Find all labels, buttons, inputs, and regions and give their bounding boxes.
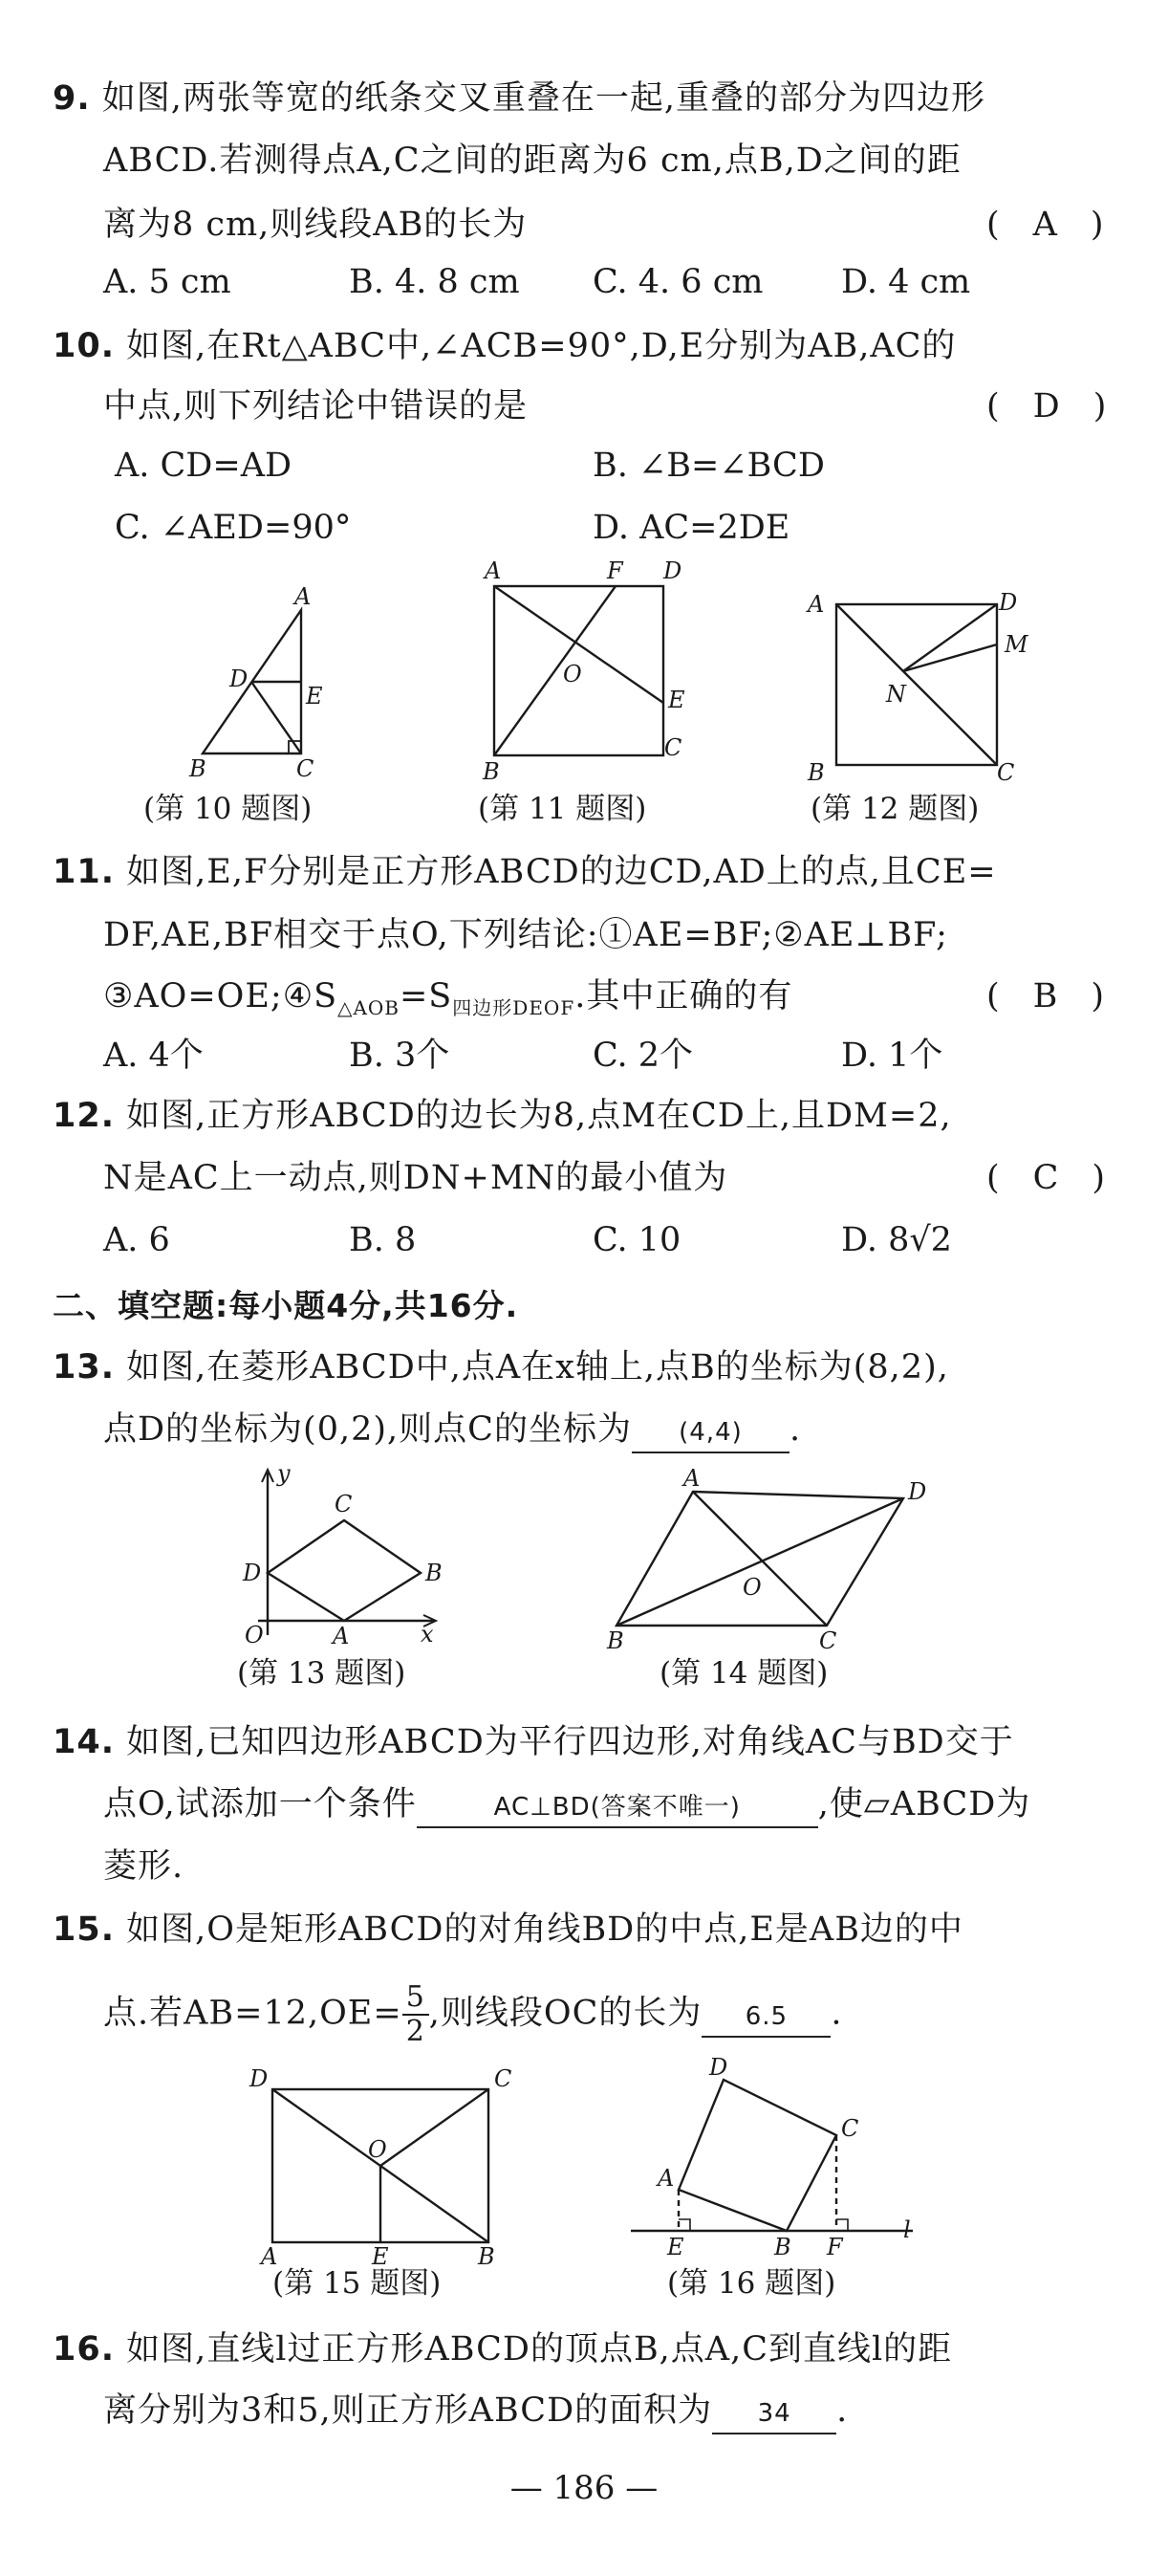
q13-text1: 如图,在菱形ABCD中,点A在x轴上,点B的坐标为(8,2), — [126, 1348, 949, 1386]
fig15-label-c: C — [494, 2065, 512, 2092]
q15-frac-num: 5 — [402, 1981, 429, 2016]
fig13-label-o: O — [245, 1622, 264, 1648]
q16-number: 16. — [53, 2330, 116, 2369]
section-2-heading: 二、填空题:每小题4分,共16分. — [53, 1287, 519, 1324]
fig14-label-c: C — [819, 1627, 837, 1654]
q10-number: 10. — [53, 327, 116, 365]
q16-text2a: 离分别为3和5,则正方形ABCD的面积为 — [103, 2391, 713, 2430]
fig13-caption: (第 13 题图) — [237, 1656, 406, 1691]
fig12-label-c: C — [997, 759, 1015, 786]
fig11-label-e: E — [668, 687, 685, 713]
q12-answer: ( C ) — [986, 1159, 1106, 1197]
q15-text2b: ,则线段OC的长为 — [428, 1994, 703, 2033]
fig15-label-d: D — [249, 2065, 269, 2092]
q12-number: 12. — [53, 1097, 116, 1135]
q12-line1 — [53, 1092, 952, 1140]
fig10-label-b: B — [189, 755, 206, 782]
q11-option-b: B. 3个 — [349, 1037, 450, 1075]
figure-14-parallelogram — [597, 1465, 941, 1654]
fig14-label-o: O — [743, 1574, 762, 1601]
fig11-label-b: B — [483, 758, 500, 785]
q14-line1 — [53, 1718, 1014, 1766]
q9-line3: 离为8 cm,则线段AB的长为 — [103, 206, 528, 244]
q9-option-d: D. 4 cm — [841, 263, 971, 301]
q13-number: 13. — [53, 1348, 116, 1386]
q12-option-d: D. 8√2 — [841, 1221, 952, 1259]
fig10-label-c: C — [296, 755, 314, 782]
q13-text2b: . — [789, 1410, 802, 1449]
q9-option-b: B. 4. 8 cm — [349, 263, 520, 301]
q10-line2: 中点,则下列结论中错误的是 — [103, 387, 529, 426]
q10-option-a: A. CD=AD — [115, 447, 292, 485]
page-number: — 186 — — [509, 2469, 659, 2507]
fig11-label-a: A — [485, 557, 502, 584]
fig13-label-d: D — [243, 1560, 262, 1586]
q11-option-c: C. 2个 — [593, 1037, 694, 1075]
figure-12-square — [808, 585, 1027, 786]
q11-line2: DF,AE,BF相交于点O,下列结论:①AE=BF;②AE⊥BF; — [103, 916, 948, 954]
q14-text2a: 点O,试添加一个条件 — [103, 1785, 417, 1823]
fig16-label-f: F — [827, 2234, 843, 2260]
q11-sub2: 四边形DEOF — [452, 996, 575, 1019]
fig13-label-c: C — [335, 1491, 353, 1517]
q11-text3c: .其中正确的有 — [574, 977, 793, 1015]
fig16-label-e: E — [667, 2234, 684, 2260]
fig12-label-m: M — [1005, 631, 1028, 658]
figure-13-coordinate-rhombus — [229, 1458, 459, 1649]
fig12-label-d: D — [999, 589, 1018, 616]
q15-line2 — [103, 1981, 843, 2048]
figure-10-triangle — [182, 583, 335, 782]
q16-text2b: . — [836, 2391, 849, 2430]
fig11-label-c: C — [664, 734, 682, 761]
q16-text1: 如图,直线l过正方形ABCD的顶点B,点A,C到直线l的距 — [126, 2330, 953, 2369]
fig11-caption: (第 11 题图) — [478, 792, 647, 826]
fig12-label-n: N — [886, 681, 906, 708]
fig15-label-b: B — [478, 2243, 495, 2270]
q16-answer-blank: 34 — [712, 2394, 836, 2434]
figure-15-rectangle — [244, 2065, 530, 2270]
fig16-label-c: C — [841, 2115, 859, 2142]
fig10-label-a: A — [294, 583, 312, 610]
fig13-label-y: y — [277, 1460, 291, 1487]
fig15-caption: (第 15 题图) — [272, 2266, 442, 2301]
q11-line1 — [53, 848, 997, 896]
q12-text1: 如图,正方形ABCD的边长为8,点M在CD上,且DM=2, — [126, 1097, 952, 1135]
q9-option-a: A. 5 cm — [103, 263, 231, 301]
q11-option-a: A. 4个 — [103, 1037, 204, 1075]
fig13-label-a: A — [333, 1623, 350, 1649]
fig10-label-d: D — [229, 666, 249, 692]
q11-sub1: △AOB — [337, 996, 400, 1019]
q13-line2 — [103, 1406, 801, 1453]
q15-answer-blank: 6.5 — [702, 1997, 831, 2038]
fig14-caption: (第 14 题图) — [660, 1656, 829, 1691]
fig10-label-e: E — [306, 683, 323, 709]
q11-answer: ( B ) — [986, 977, 1105, 1015]
q11-text1: 如图,E,F分别是正方形ABCD的边CD,AD上的点,且CE= — [126, 853, 997, 891]
fig16-label-d: D — [709, 2054, 728, 2081]
q10-option-c: C. ∠AED=90° — [115, 509, 352, 547]
q11-option-d: D. 1个 — [841, 1037, 943, 1075]
q10-text1: 如图,在Rt△ABC中,∠ACB=90°,D,E分别为AB,AC的 — [126, 327, 957, 365]
q14-line3: 菱形. — [103, 1847, 184, 1886]
q14-line2 — [103, 1780, 1030, 1828]
q11-number: 11. — [53, 853, 116, 891]
fig10-caption: (第 10 题图) — [143, 792, 313, 826]
q15-text2a: 点.若AB=12,OE= — [103, 1994, 402, 2033]
fig12-label-b: B — [808, 759, 825, 786]
q9-number: 9. — [53, 79, 91, 118]
fig11-label-o: O — [563, 661, 582, 688]
q11-line3 — [103, 972, 792, 1032]
fig12-label-a: A — [808, 591, 825, 618]
q14-number: 14. — [53, 1723, 116, 1761]
fig11-label-f: F — [607, 557, 623, 584]
fig16-caption: (第 16 题图) — [667, 2266, 836, 2301]
fig14-label-b: B — [607, 1627, 624, 1654]
fig15-label-a: A — [261, 2243, 278, 2270]
q10-option-d: D. AC=2DE — [593, 509, 790, 547]
fig16-label-l: l — [903, 2216, 911, 2243]
fig15-label-e: E — [372, 2243, 389, 2270]
q11-text3a: ③AO=OE;④S — [103, 977, 338, 1015]
q15-text2c: . — [831, 1994, 843, 2033]
q15-frac-den: 2 — [405, 2015, 425, 2048]
fig16-label-b: B — [774, 2234, 791, 2260]
q15-text1: 如图,O是矩形ABCD的对角线BD的中点,E是AB边的中 — [126, 1910, 963, 1949]
q13-line1 — [53, 1343, 949, 1391]
fig12-caption: (第 12 题图) — [811, 792, 980, 826]
fig15-label-o: O — [368, 2136, 387, 2163]
q10-line1 — [53, 322, 956, 370]
q16-line2 — [103, 2387, 848, 2434]
q13-answer-blank: (4,4) — [632, 1413, 789, 1453]
q10-option-b: B. ∠B=∠BCD — [593, 447, 825, 485]
fig13-label-x: x — [421, 1621, 434, 1648]
q9-option-c: C. 4. 6 cm — [593, 263, 764, 301]
q13-text2a: 点D的坐标为(0,2),则点C的坐标为 — [103, 1410, 632, 1449]
fig14-label-d: D — [908, 1478, 927, 1505]
q9-line2: ABCD.若测得点A,C之间的距离为6 cm,点B,D之间的距 — [103, 142, 962, 180]
q12-option-b: B. 8 — [349, 1221, 417, 1259]
q12-option-c: C. 10 — [593, 1221, 681, 1259]
q14-text1: 如图,已知四边形ABCD为平行四边形,对角线AC与BD交于 — [126, 1723, 1014, 1761]
figure-11-square — [475, 559, 695, 784]
q15-fraction — [402, 1981, 429, 2048]
q10-answer: ( D ) — [986, 387, 1107, 426]
q9-answer: ( A ) — [986, 206, 1104, 244]
q9-line1 — [53, 75, 985, 122]
fig13-label-b: B — [425, 1560, 443, 1586]
q12-line2: N是AC上一动点,则DN+MN的最小值为 — [103, 1159, 728, 1197]
q9-text1: 如图,两张等宽的纸条交叉重叠在一起,重叠的部分为四边形 — [101, 79, 986, 118]
fig11-label-d: D — [663, 557, 682, 584]
figure-16-square-on-line — [621, 2056, 937, 2261]
q14-answer-blank: AC⊥BD(答案不唯一) — [417, 1788, 818, 1828]
q12-option-a: A. 6 — [103, 1221, 170, 1259]
fig14-label-a: A — [683, 1465, 701, 1492]
q15-number: 15. — [53, 1910, 116, 1949]
fig16-label-a: A — [658, 2165, 675, 2192]
q16-line1 — [53, 2325, 952, 2373]
q14-text2b: ,使▱ABCD为 — [817, 1785, 1031, 1823]
q15-line1 — [53, 1906, 963, 1954]
q11-text3b: =S — [399, 977, 453, 1015]
